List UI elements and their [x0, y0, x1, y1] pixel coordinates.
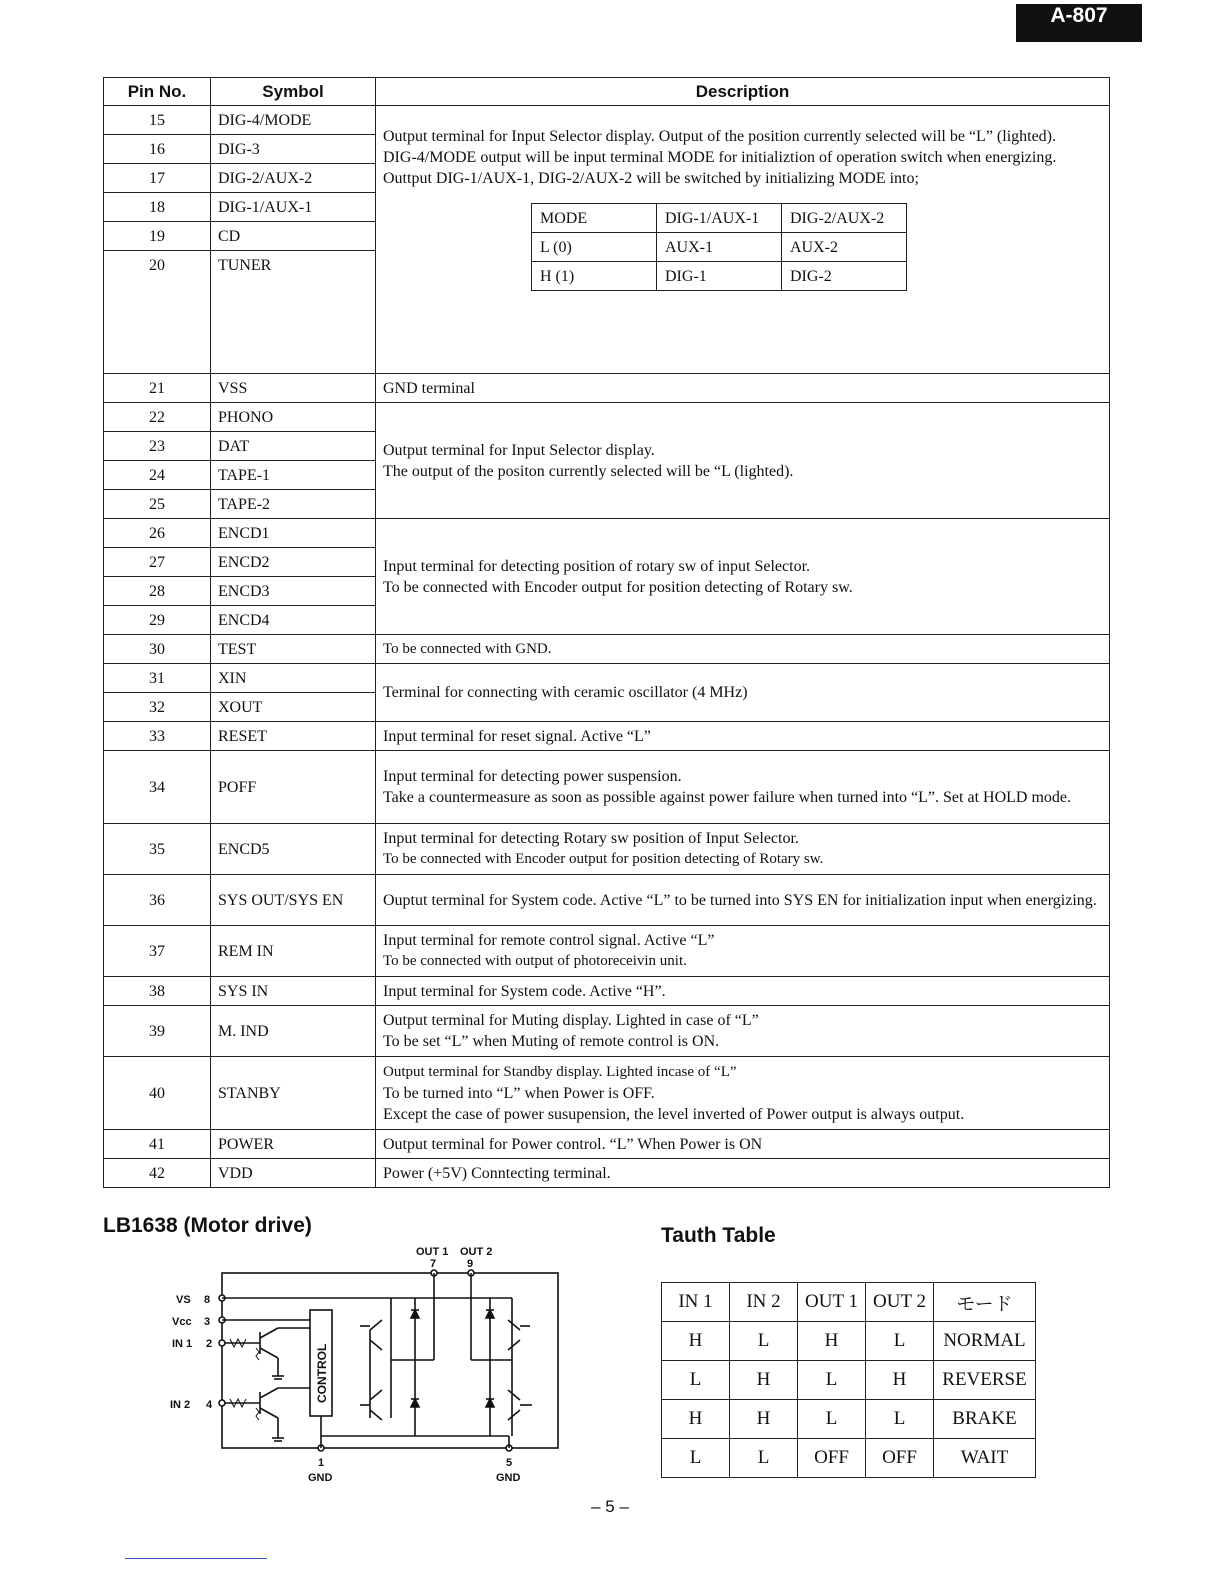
pin-number: 25	[104, 490, 211, 519]
table-cell: IN 1	[662, 1283, 730, 1322]
pin-symbol: TAPE-1	[211, 461, 376, 490]
pin-symbol: PHONO	[211, 403, 376, 432]
pin5-label: 5	[506, 1457, 513, 1469]
pin-number: 41	[104, 1130, 211, 1159]
table-row	[104, 374, 1110, 403]
pin-number: 24	[104, 461, 211, 490]
table-cell: DIG-1/AUX-1	[657, 204, 782, 233]
pin-symbol: SYS OUT/SYS EN	[211, 875, 376, 926]
pin-number: 15	[104, 106, 211, 135]
vs-label: VS	[176, 1294, 191, 1306]
description-line: Except the case of power susupension, the level inverted of Power output is always output.	[383, 1105, 965, 1123]
table-row	[532, 204, 907, 233]
truth-table	[661, 1282, 1036, 1478]
pin-description: Terminal for connecting with ceramic oscillator (4 MHz)	[376, 664, 1110, 722]
description-line: Take a countermeasure as soon as possible against power failure when turned into “L”. Set at HOLD mode.	[383, 789, 1071, 806]
description-line: Output terminal for Standby display. Lighted incase of “L”	[383, 1063, 737, 1080]
table-row	[104, 977, 1110, 1006]
pin1-label: 1	[318, 1457, 325, 1469]
table-cell: L	[798, 1361, 866, 1400]
pin-symbol: TAPE-2	[211, 490, 376, 519]
pin-number: 23	[104, 432, 211, 461]
table-cell: L	[730, 1322, 798, 1361]
pin-description	[376, 106, 1110, 374]
pin-number: 42	[104, 1159, 211, 1188]
pin-number: 18	[104, 193, 211, 222]
description-line: To be set “L” when Muting of remote control is ON.	[383, 1033, 720, 1050]
table-cell: H	[866, 1361, 934, 1400]
table-cell: AUX-1	[657, 233, 782, 262]
table-row	[662, 1322, 1036, 1361]
pin3-label: 3	[204, 1316, 211, 1328]
pin-symbol: TEST	[211, 635, 376, 664]
pin-symbol: DIG-1/AUX-1	[211, 193, 376, 222]
control-block-label: CONTROL	[315, 1343, 329, 1403]
table-cell: L	[662, 1439, 730, 1478]
table-row	[662, 1439, 1036, 1478]
pin-description-table	[103, 77, 1110, 1188]
pin-symbol: ENCD2	[211, 548, 376, 577]
table-header-row	[662, 1283, 1036, 1322]
table-cell: BRAKE	[934, 1400, 1036, 1439]
pin-number: 28	[104, 577, 211, 606]
table-cell: REVERSE	[934, 1361, 1036, 1400]
pin-number: 26	[104, 519, 211, 548]
pin-symbol: ENCD3	[211, 577, 376, 606]
pin-number: 27	[104, 548, 211, 577]
table-cell: L	[866, 1400, 934, 1439]
pin-symbol: POFF	[211, 751, 376, 824]
table-cell: DIG-2/AUX-2	[782, 204, 907, 233]
description-line: Outtput DIG-1/AUX-1, DIG-2/AUX-2 will be switched by initializing MODE into;	[383, 170, 919, 187]
pin-description: To be connected with GND.	[376, 635, 1110, 664]
description-line: Output terminal for Input Selector display. Output of the position currently selected will be “L” (lighted).	[383, 128, 1057, 145]
pin-symbol: M. IND	[211, 1006, 376, 1057]
pin-symbol: DIG-4/MODE	[211, 106, 376, 135]
table-cell: H	[730, 1400, 798, 1439]
pin-description	[376, 824, 1110, 875]
pin-symbol: ENCD4	[211, 606, 376, 635]
table-cell: NORMAL	[934, 1322, 1036, 1361]
header-description: Description	[376, 78, 1110, 106]
pin-description: Input terminal for System code. Active “H”.	[376, 977, 1110, 1006]
description-line: DIG-4/MODE output will be input terminal MODE for initializtion of operation switch when energizing.	[383, 149, 1057, 166]
table-cell: L	[866, 1322, 934, 1361]
table-cell: OFF	[798, 1439, 866, 1478]
table-cell: OUT 2	[866, 1283, 934, 1322]
table-cell: IN 2	[730, 1283, 798, 1322]
pin-description	[376, 1057, 1110, 1130]
pin-symbol: ENCD1	[211, 519, 376, 548]
pin-number: 35	[104, 824, 211, 875]
pin-number: 39	[104, 1006, 211, 1057]
table-cell: H (1)	[532, 262, 657, 291]
page-number: – 5 –	[591, 1497, 629, 1516]
pin-description: Power (+5V) Conntecting terminal.	[376, 1159, 1110, 1188]
out2-label: OUT 2	[460, 1246, 493, 1258]
pin-number: 22	[104, 403, 211, 432]
description-line: To be connected with Encoder output for position detecting of Rotary sw.	[383, 578, 853, 596]
pin-number: 38	[104, 977, 211, 1006]
pin-symbol: VDD	[211, 1159, 376, 1188]
pin-number: 16	[104, 135, 211, 164]
pin-number: 34	[104, 751, 211, 824]
pin-description: Input terminal for reset signal. Active “L”	[376, 722, 1110, 751]
table-cell: L	[730, 1439, 798, 1478]
pin-description	[376, 926, 1110, 977]
description-line: To be connected with output of photoreceivin unit.	[383, 953, 687, 969]
pin-symbol: REM IN	[211, 926, 376, 977]
pin-symbol: DIG-3	[211, 135, 376, 164]
table-cell: AUX-2	[782, 233, 907, 262]
table-row	[104, 1159, 1110, 1188]
gnd2-label: GND	[496, 1472, 521, 1484]
table-cell: L	[662, 1361, 730, 1400]
pin7-label: 7	[430, 1258, 437, 1270]
table-row	[662, 1400, 1036, 1439]
table-row	[104, 1006, 1110, 1057]
pin-symbol: RESET	[211, 722, 376, 751]
description-line: Input terminal for detecting power suspension.	[383, 768, 682, 785]
pin-number: 40	[104, 1057, 211, 1130]
pin-symbol: DIG-2/AUX-2	[211, 164, 376, 193]
table-row	[104, 926, 1110, 977]
table-cell: DIG-1	[657, 262, 782, 291]
table-header-row	[104, 78, 1110, 106]
table-row	[532, 262, 907, 291]
table-cell: L (0)	[532, 233, 657, 262]
motor-drive-title: LB1638 (Motor drive)	[103, 1214, 312, 1237]
pin2-label: 2	[206, 1338, 213, 1350]
pin9-label: 9	[467, 1258, 474, 1270]
table-row	[104, 1057, 1110, 1130]
pin-description	[376, 519, 1110, 635]
table-cell: H	[662, 1400, 730, 1439]
in1-label: IN 1	[172, 1338, 193, 1350]
table-row	[532, 233, 907, 262]
table-cell: MODE	[532, 204, 657, 233]
pin-number: 20	[104, 251, 211, 374]
table-cell: モード	[934, 1283, 1036, 1322]
description-line: To be turned into “L” when Power is OFF.	[383, 1084, 655, 1102]
pin-symbol: CD	[211, 222, 376, 251]
description-line: To be connected with Encoder output for position detecting of Rotary sw.	[383, 851, 824, 867]
header-pin-no: Pin No.	[104, 78, 211, 106]
pin-number: 31	[104, 664, 211, 693]
pin-symbol: SYS IN	[211, 977, 376, 1006]
pin-number: 21	[104, 374, 211, 403]
table-row	[104, 403, 1110, 432]
table-row	[104, 751, 1110, 824]
pin-number: 30	[104, 635, 211, 664]
table-cell: DIG-2	[782, 262, 907, 291]
table-row	[104, 106, 1110, 135]
table-cell: WAIT	[934, 1439, 1036, 1478]
out1-label: OUT 1	[416, 1246, 449, 1258]
description-line: Output terminal for Muting display. Lighted in case of “L”	[383, 1012, 759, 1029]
description-line: Input terminal for detecting position of rotary sw of input Selector.	[383, 557, 811, 575]
mode-switch-table	[531, 203, 907, 291]
footer-rule	[125, 1558, 267, 1559]
pin-description: Ouptut terminal for System code. Active “L” to be turned into SYS EN for initialization input when energizing.	[376, 875, 1110, 926]
pin-number: 36	[104, 875, 211, 926]
pin-symbol: DAT	[211, 432, 376, 461]
table-cell: H	[662, 1322, 730, 1361]
pin-number: 29	[104, 606, 211, 635]
pin4-label: 4	[206, 1399, 213, 1411]
table-row	[104, 1130, 1110, 1159]
description-line: Output terminal for Input Selector display.	[383, 441, 655, 459]
pin8-label: 8	[204, 1294, 211, 1306]
model-badge: A-807	[1016, 4, 1142, 42]
table-row	[104, 635, 1110, 664]
description-line: Input terminal for remote control signal. Active “L”	[383, 932, 715, 949]
table-cell: OFF	[866, 1439, 934, 1478]
header-symbol: Symbol	[211, 78, 376, 106]
pin-number: 19	[104, 222, 211, 251]
pin-description: GND terminal	[376, 374, 1110, 403]
motor-drive-schematic	[160, 1240, 580, 1488]
pin-symbol: POWER	[211, 1130, 376, 1159]
pin-symbol: TUNER	[211, 251, 376, 374]
pin-description: Output terminal for Power control. “L” When Power is ON	[376, 1130, 1110, 1159]
pin-symbol: ENCD5	[211, 824, 376, 875]
table-row	[104, 664, 1110, 693]
pin-description	[376, 751, 1110, 824]
pin-symbol: VSS	[211, 374, 376, 403]
pin-number: 37	[104, 926, 211, 977]
truth-table-title: Tauth Table	[661, 1224, 776, 1247]
in2-label: IN 2	[170, 1399, 191, 1411]
pin-description	[376, 403, 1110, 519]
pin-number: 32	[104, 693, 211, 722]
table-cell: L	[798, 1400, 866, 1439]
vcc-label: Vcc	[172, 1316, 192, 1328]
pin-number: 17	[104, 164, 211, 193]
pin-description	[376, 1006, 1110, 1057]
gnd1-label: GND	[308, 1472, 333, 1484]
pin-symbol: XOUT	[211, 693, 376, 722]
description-line: The output of the positon currently selected will be “L (lighted).	[383, 462, 794, 480]
table-row	[104, 824, 1110, 875]
table-cell: H	[730, 1361, 798, 1400]
description-line: Input terminal for detecting Rotary sw position of Input Selector.	[383, 830, 799, 847]
table-row	[104, 519, 1110, 548]
table-row	[662, 1361, 1036, 1400]
table-cell: OUT 1	[798, 1283, 866, 1322]
pin-symbol: STANBY	[211, 1057, 376, 1130]
pin-symbol: XIN	[211, 664, 376, 693]
pin-number: 33	[104, 722, 211, 751]
table-cell: H	[798, 1322, 866, 1361]
table-row	[104, 875, 1110, 926]
table-row	[104, 722, 1110, 751]
